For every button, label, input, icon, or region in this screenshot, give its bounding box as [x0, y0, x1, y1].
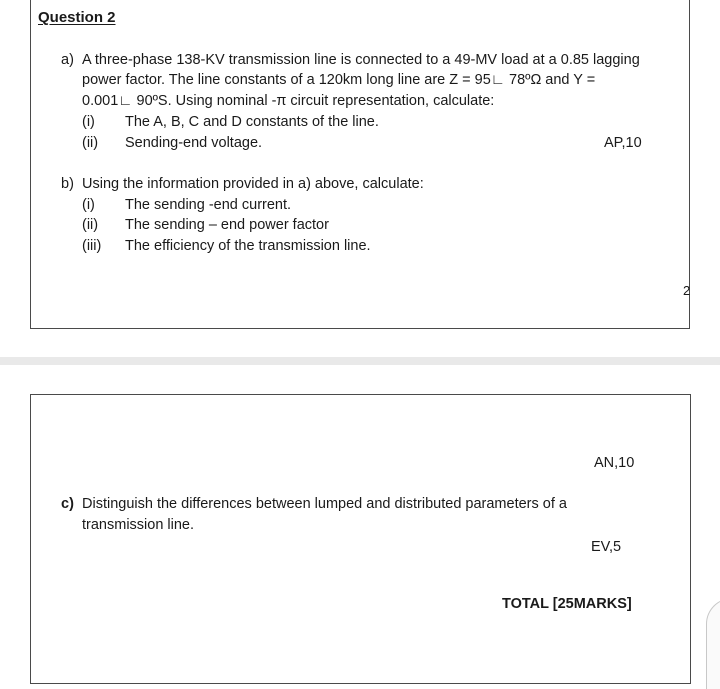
part-b-label: b) [61, 176, 74, 192]
part-a-item-number: (i) [82, 114, 95, 130]
part-b-item [82, 195, 291, 215]
part-b-intro: Using the information provided in a) above, calculate: [82, 176, 424, 192]
part-b-item [82, 236, 371, 256]
part-a-line-2: power factor. The line constants of a 120km long line are Z = 95∟ 78ºΩ and Y = [82, 72, 596, 88]
part-b-item-text: The sending – end power factor [125, 217, 329, 233]
part-a-item-text: The A, B, C and D constants of the line. [125, 114, 379, 130]
part-b-mark: AN,10 [594, 455, 635, 471]
part-b-item-number: (ii) [82, 217, 99, 233]
total-marks: TOTAL [25MARKS] [502, 596, 632, 612]
part-c-label: c) [61, 496, 74, 512]
part-b-item-number: (i) [82, 197, 95, 213]
part-a-item-number: (ii) [82, 135, 99, 151]
page-separator [0, 357, 720, 365]
part-a-item-text: Sending-end voltage. [125, 135, 263, 151]
part-c-mark: EV,5 [591, 539, 622, 555]
part-a-item [82, 133, 262, 153]
part-b-item-text: The efficiency of the transmission line. [125, 238, 371, 254]
part-a-label: a) [61, 52, 74, 68]
part-c-line-1: Distinguish the differences between lumped and distributed parameters of a [82, 496, 567, 512]
part-b-item-number: (iii) [82, 238, 102, 254]
part-b-item-text: The sending -end current. [125, 197, 292, 213]
question-title: Question 2 [38, 9, 116, 26]
part-b-item [82, 215, 329, 235]
page-curl-decoration [706, 598, 720, 689]
part-a-line-3: 0.001∟ 90ºS. Using nominal -π circuit representation, calculate: [82, 93, 495, 109]
part-a-line-1: A three-phase 138-KV transmission line is connected to a 49-MV load at a 0.85 lagging [82, 52, 640, 68]
part-a-mark: AP,10 [604, 135, 642, 151]
page-number: 2 [683, 283, 691, 298]
part-a-item [82, 112, 379, 132]
part-c-line-2: transmission line. [82, 517, 195, 533]
